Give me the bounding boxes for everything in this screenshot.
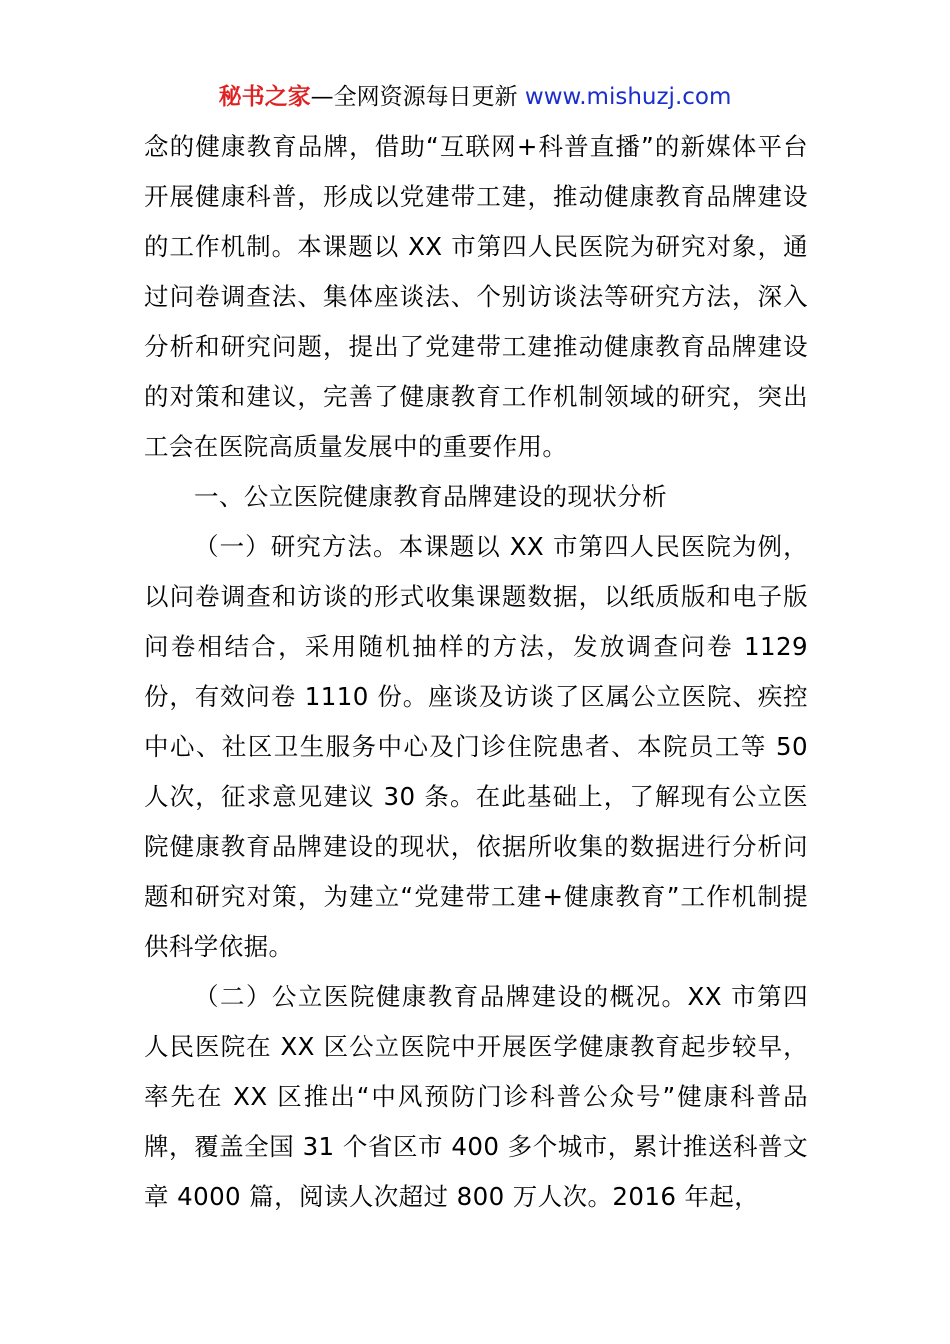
section-heading: 一、公立医院健康教育品牌建设的现状分析 bbox=[194, 482, 668, 511]
site-tagline: —全网资源每日更新 bbox=[310, 84, 525, 110]
paragraph-research-method: （一）研究方法。本课题以 XX 市第四人民医院为例，以问卷调查和访谈的形式收集课题数据，以纸质版和电子版问卷相结合，采用随机抽样的方法，发放调查问卷 1129 份，有效问卷 1110 份。座谈及访谈了区属公立医院、疾控中心、社区卫生服务中心及门诊住院患者、本院员工等 50 人次，征求意见建议 30 条。在此基础上，了解现有公立医院健康教育品牌建设的现状，依据所收集的数据进行分析问题和研究对策，为建立“党建带工建+健康教育”工作机制提供科学依据。 bbox=[144, 532, 808, 961]
site-url-link[interactable]: www.mishuzj.com bbox=[524, 84, 732, 110]
paragraph-continuation: 念的健康教育品牌，借助“互联网+科普直播”的新媒体平台开展健康科普，形成以党建带工建，推动健康教育品牌建设的工作机制。本课题以 XX 市第四人民医院为研究对象，通过问卷调查法、集体座谈法、个别访谈法等研究方法，深入分析和研究问题，提出了党建带工建推动健康教育品牌建设的对策和建议，完善了健康教育工作机制领域的研究，突出工会在医院高质量发展中的重要作用。 bbox=[144, 132, 808, 461]
site-brand: 秘书之家 bbox=[218, 84, 311, 110]
page-header bbox=[0, 80, 950, 114]
paragraph-overview: （二）公立医院健康教育品牌建设的概况。XX 市第四人民医院在 XX 区公立医院中开展医学健康教育起步较早，率先在 XX 区推出“中风预防门诊科普公众号”健康科普品牌，覆盖全国 31 个省区市 400 多个城市，累计推送科普文章 4000 篇，阅读人次超过 800 万人次。2016 年起， bbox=[144, 982, 808, 1211]
document-body bbox=[144, 122, 808, 1222]
